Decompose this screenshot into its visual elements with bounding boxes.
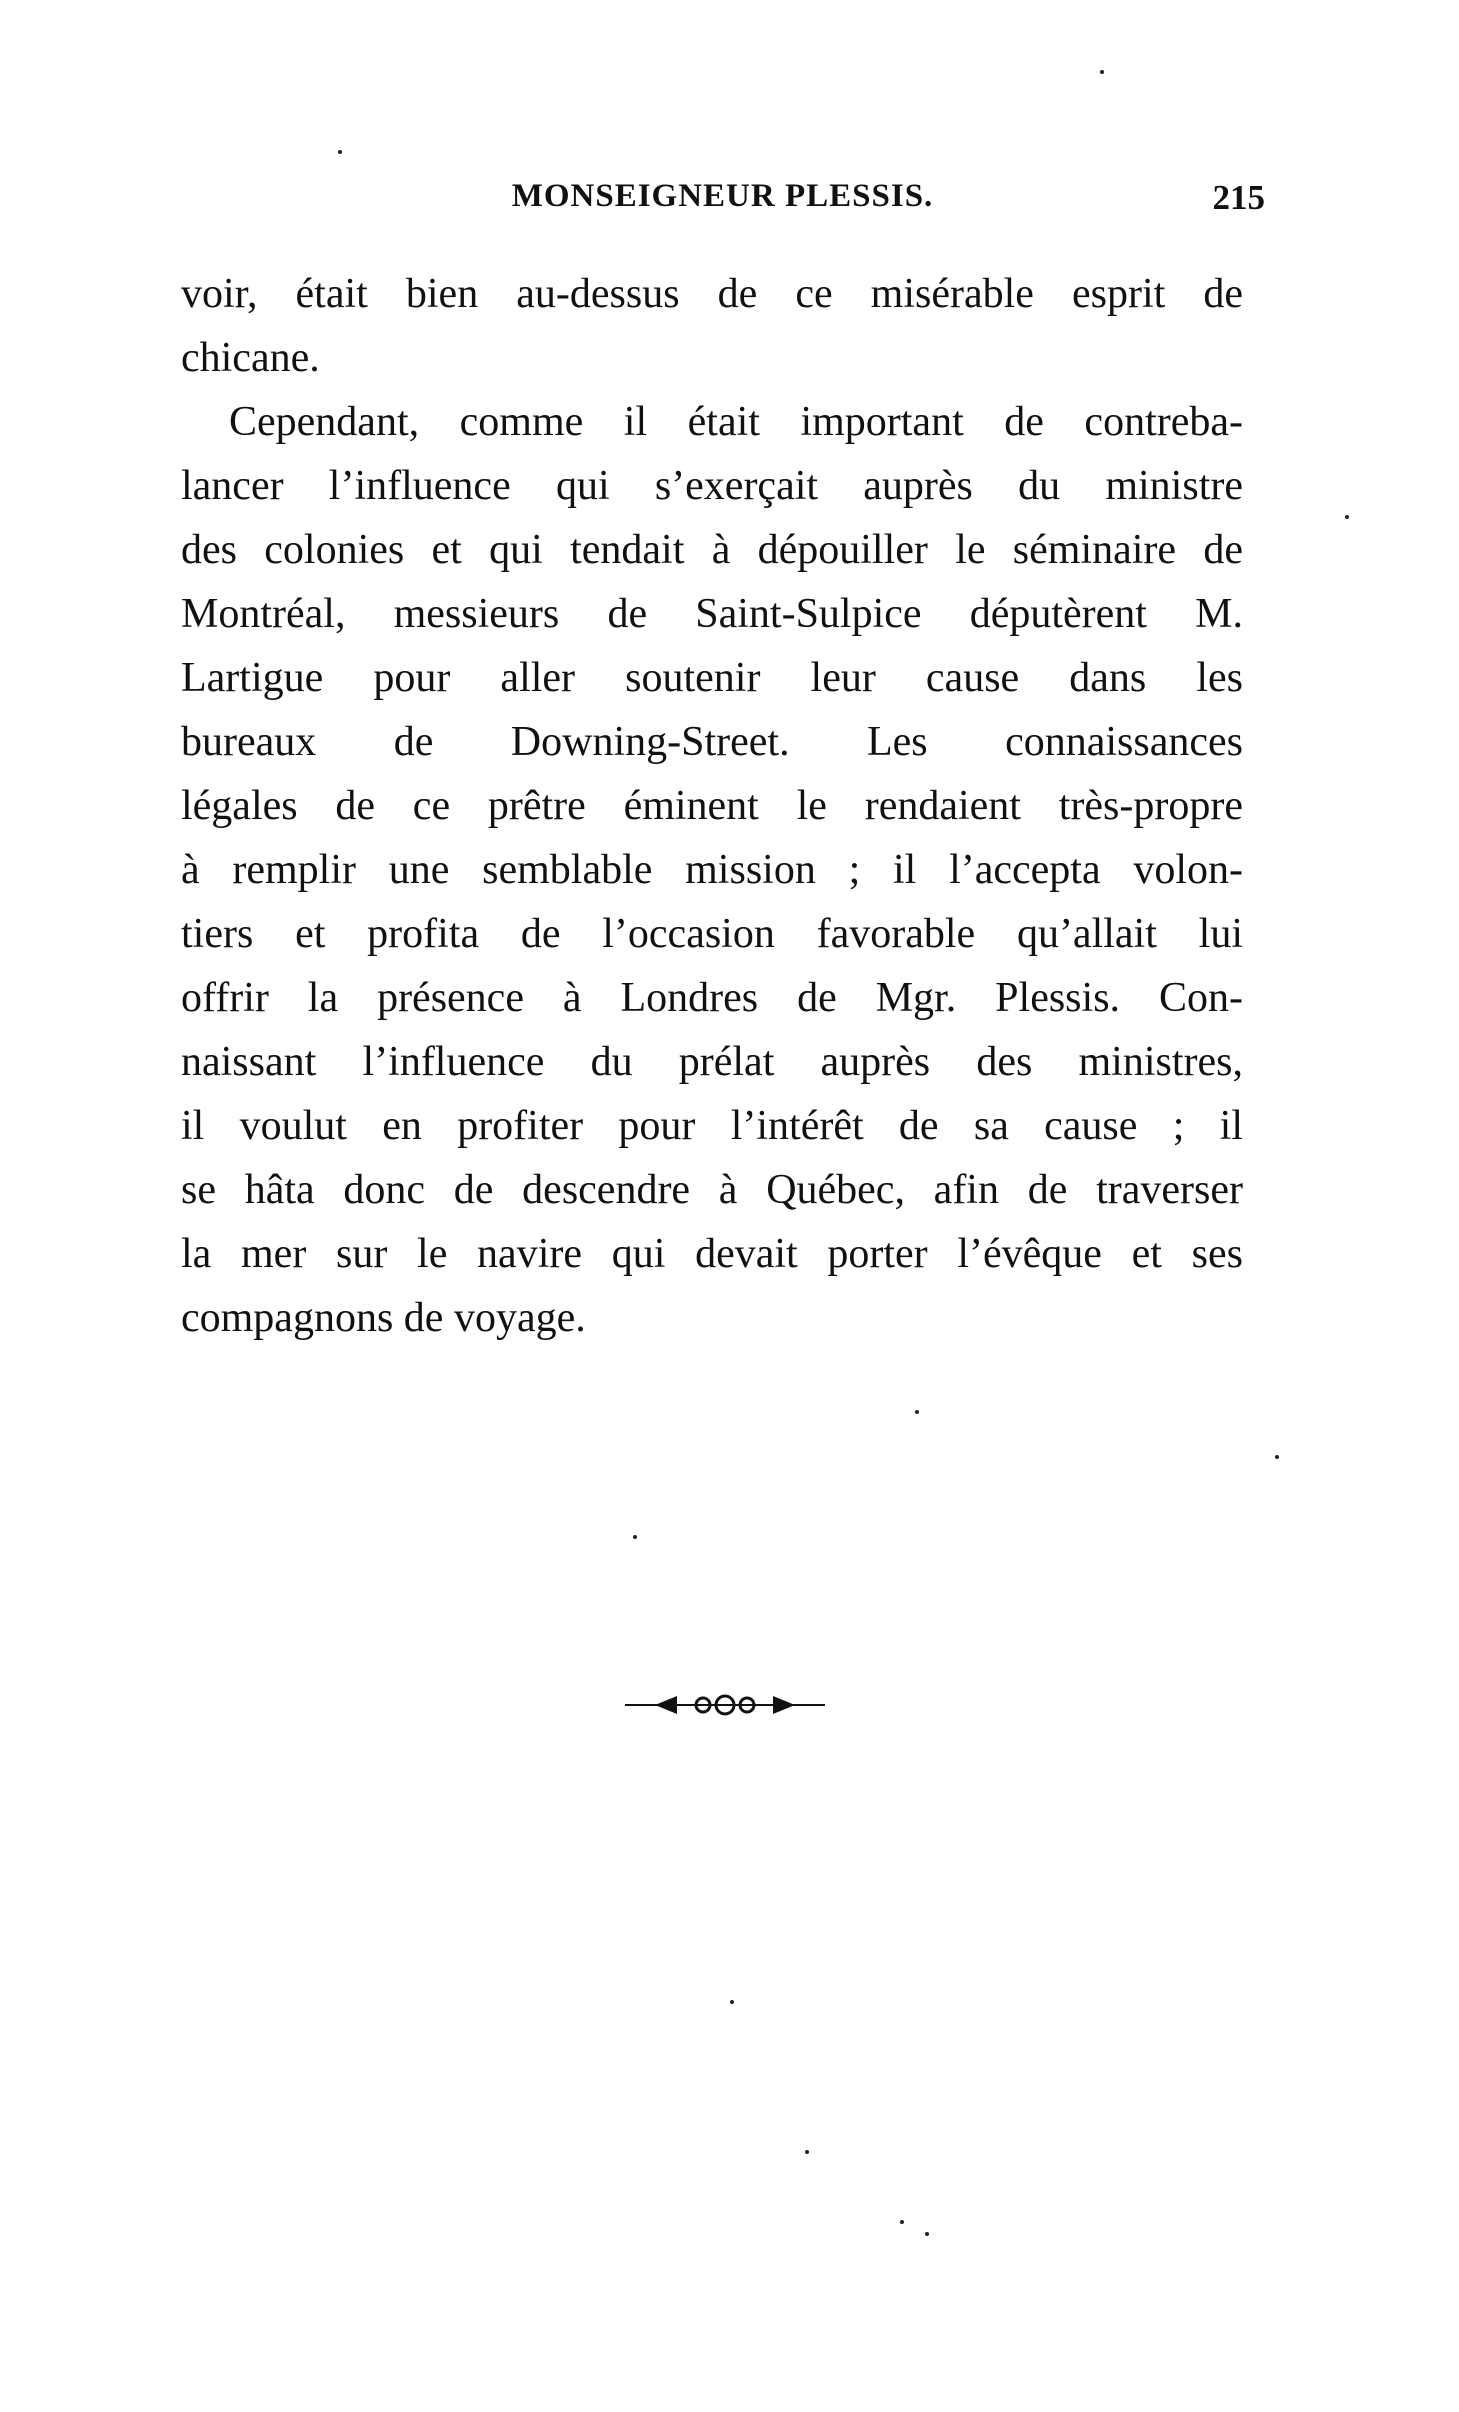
text-line: lancer l’influence qui s’exerçait auprès du ministre xyxy=(181,463,1243,509)
paper-speck xyxy=(1345,515,1349,519)
text-line: bureaux de Downing-Street. Les connaissances xyxy=(181,719,1243,765)
body-text xyxy=(181,262,1243,1350)
text-line: Lartigue pour aller soutenir leur cause dans les xyxy=(181,655,1243,701)
text-line: la mer sur le navire qui devait porter l’évêque et ses xyxy=(181,1231,1243,1277)
paper-speck xyxy=(1275,1455,1279,1459)
text-line: il voulut en profiter pour l’intérêt de sa cause ; il xyxy=(181,1103,1243,1149)
text-line: offrir la présence à Londres de Mgr. Plessis. Con- xyxy=(181,975,1243,1021)
text-line: se hâta donc de descendre à Québec, afin de traverser xyxy=(181,1167,1243,1213)
text-line: voir, était bien au-dessus de ce misérable esprit de xyxy=(181,271,1243,317)
paper-speck xyxy=(1100,70,1104,74)
text-line: chicane. xyxy=(181,335,320,381)
paper-speck xyxy=(925,2232,929,2236)
end-ornament xyxy=(625,1690,825,1720)
running-head xyxy=(180,178,1265,228)
text-line: tiers et profita de l’occasion favorable qu’allait lui xyxy=(181,911,1243,957)
paper-speck xyxy=(338,150,342,154)
page-number: 215 xyxy=(1212,178,1265,217)
paper-speck xyxy=(915,1410,919,1414)
text-line: Cependant, comme il était important de contreba- xyxy=(229,399,1243,445)
text-line: compagnons de voyage. xyxy=(181,1295,586,1341)
paper-speck xyxy=(900,2220,904,2224)
running-title: MONSEIGNEUR PLESSIS. xyxy=(511,178,934,214)
paper-speck xyxy=(633,1535,637,1539)
text-line: à remplir une semblable mission ; il l’accepta volon- xyxy=(181,847,1243,893)
text-line: légales de ce prêtre éminent le rendaient très-propre xyxy=(181,783,1243,829)
text-line: naissant l’influence du prélat auprès des ministres, xyxy=(181,1039,1243,1085)
paper-speck xyxy=(730,2000,734,2004)
paper-speck xyxy=(805,2150,809,2154)
text-line: des colonies et qui tendait à dépouiller le séminaire de xyxy=(181,527,1243,573)
text-line: Montréal, messieurs de Saint-Sulpice députèrent M. xyxy=(181,591,1243,637)
